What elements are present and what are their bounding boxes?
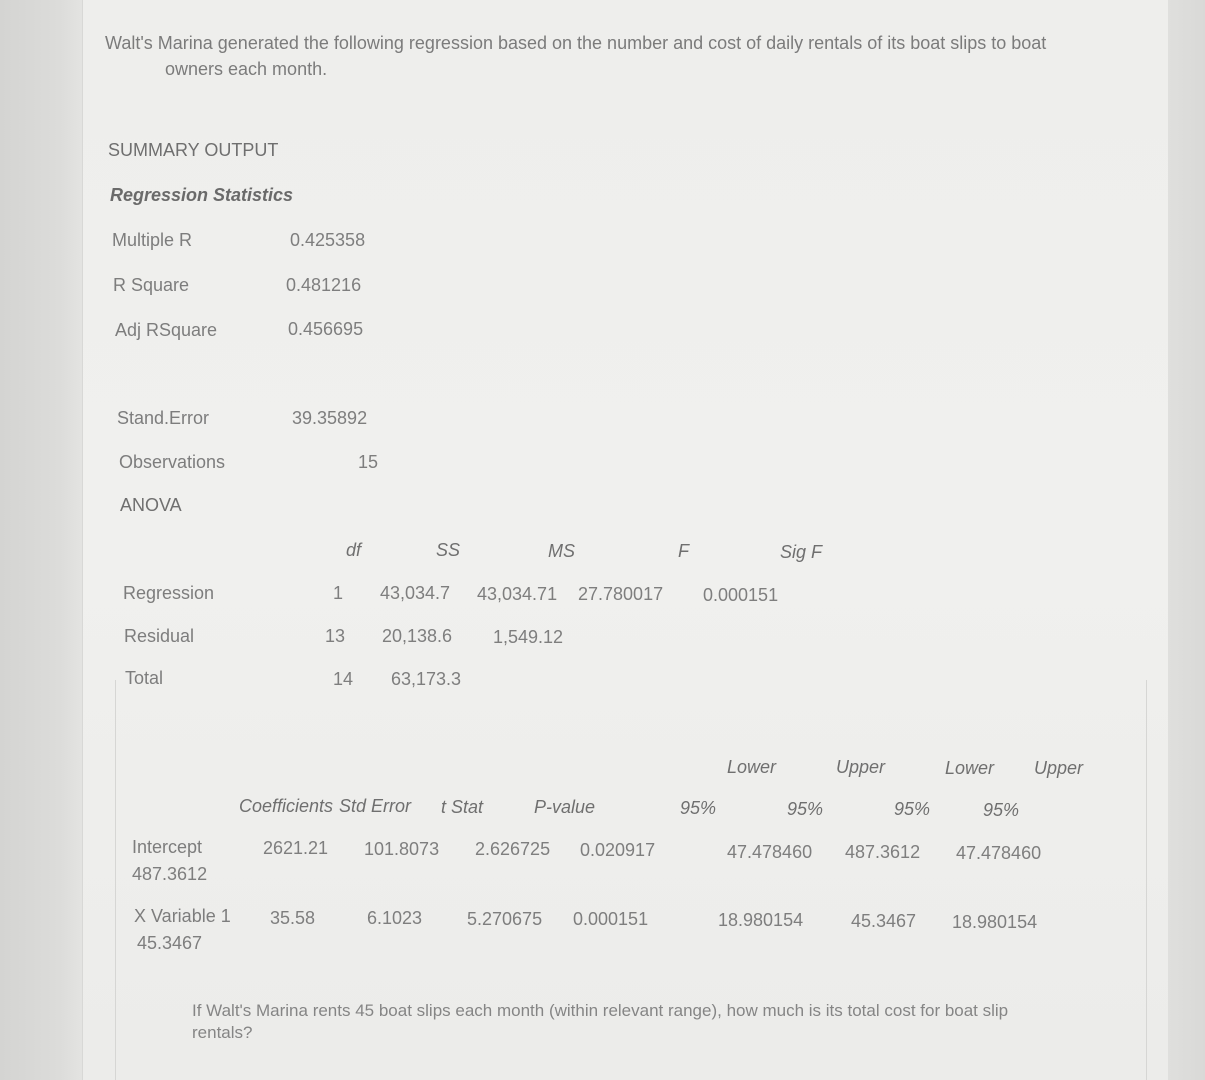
anova-total-ss: 63,173.3 xyxy=(391,669,462,689)
coef-col-lower-95: 95% xyxy=(680,798,717,818)
summary-output-title: SUMMARY OUTPUT xyxy=(108,140,279,160)
coef-col-t-stat: t Stat xyxy=(441,797,484,817)
intro-paragraph xyxy=(105,30,1046,82)
anova-row-label-total: Total xyxy=(125,668,164,688)
coef-x-variable-1-coef: 35.58 xyxy=(270,908,316,928)
coef-col-p-value: P-value xyxy=(534,797,596,817)
coef-x-variable-1-upper: 45.3467 xyxy=(851,911,917,931)
question-line-1: If Walt's Marina rents 45 boat slips each month (within relevant range), how much is its total cost for boat slip xyxy=(192,1001,1009,1020)
stat-label-observations: Observations xyxy=(119,452,226,472)
coef-row-label-intercept: Intercept xyxy=(132,837,203,857)
anova-regression-ss: 43,034.7 xyxy=(380,583,451,603)
coef-x-variable-1-extra: 45.3467 xyxy=(137,933,203,953)
question-line-2: rentals? xyxy=(192,1023,253,1042)
stat-value-adj-r-square: 0.456695 xyxy=(288,319,364,339)
anova-col-ms: MS xyxy=(548,541,575,561)
coef-row-label-x-variable-1: X Variable 1 xyxy=(134,906,231,926)
coef-intercept-coef: 2621.21 xyxy=(263,838,329,858)
anova-heading: ANOVA xyxy=(120,495,182,515)
coef-col-lower-95-top: Lower xyxy=(727,757,777,777)
anova-regression-sigf: 0.000151 xyxy=(703,585,779,605)
anova-row-label-regression: Regression xyxy=(123,583,215,603)
anova-col-sigf: Sig F xyxy=(780,542,823,562)
coef-intercept-extra: 487.3612 xyxy=(132,864,208,884)
coef-col-upper-95-top: Upper xyxy=(836,757,886,777)
anova-col-df: df xyxy=(346,540,362,560)
coef-col-lower-95-2: 95% xyxy=(894,799,931,819)
anova-total-df: 14 xyxy=(333,669,354,689)
coef-x-variable-1-t: 5.270675 xyxy=(467,909,543,929)
stat-value-observations: 15 xyxy=(358,452,379,472)
stat-label-adj-r-square: Adj RSquare xyxy=(115,320,218,340)
stat-label-multiple-r: Multiple R xyxy=(112,230,193,250)
intro-line-2: owners each month. xyxy=(165,59,328,79)
coef-col-coefficients: Coefficients xyxy=(239,796,334,816)
anova-regression-ms: 43,034.71 xyxy=(477,584,558,604)
anova-regression-f: 27.780017 xyxy=(578,584,664,604)
stat-value-stand-error: 39.35892 xyxy=(292,408,368,428)
anova-col-f: F xyxy=(678,541,689,561)
coef-intercept-lower: 47.478460 xyxy=(727,842,813,862)
anova-residual-df: 13 xyxy=(325,626,346,646)
stat-value-multiple-r: 0.425358 xyxy=(290,230,366,250)
coef-intercept-lower-2: 47.478460 xyxy=(956,843,1042,863)
anova-residual-ms: 1,549.12 xyxy=(493,627,564,647)
coef-intercept-t: 2.626725 xyxy=(475,839,551,859)
anova-regression-df: 1 xyxy=(333,583,344,603)
coef-x-variable-1-lower: 18.980154 xyxy=(718,910,804,930)
regression-statistics-heading: Regression Statistics xyxy=(110,185,294,205)
anova-residual-ss: 20,138.6 xyxy=(382,626,453,646)
intro-line-1: Walt's Marina generated the following regression based on the number and cost of daily rentals of its boat slips to boat xyxy=(105,33,1047,53)
stat-label-stand-error: Stand.Error xyxy=(117,408,210,428)
stat-value-r-square: 0.481216 xyxy=(286,275,362,295)
coef-intercept-se: 101.8073 xyxy=(364,839,440,859)
coef-col-upper-95-2: 95% xyxy=(983,800,1020,820)
coef-x-variable-1-p: 0.000151 xyxy=(573,909,649,929)
coef-col-std-error: Std Error xyxy=(339,796,412,816)
coef-col-upper-95-2-top: Upper xyxy=(1034,758,1084,778)
coef-intercept-upper: 487.3612 xyxy=(845,842,921,862)
coef-col-lower-95-2-top: Lower xyxy=(945,758,995,778)
coef-col-upper-95: 95% xyxy=(787,799,824,819)
stat-label-r-square: R Square xyxy=(113,275,190,295)
anova-col-ss: SS xyxy=(436,540,461,560)
coef-x-variable-1-lower-2: 18.980154 xyxy=(952,912,1038,932)
coef-intercept-p: 0.020917 xyxy=(580,840,656,860)
question-paragraph xyxy=(192,1000,1008,1044)
coef-x-variable-1-se: 6.1023 xyxy=(367,908,423,928)
anova-row-label-residual: Residual xyxy=(124,626,195,646)
